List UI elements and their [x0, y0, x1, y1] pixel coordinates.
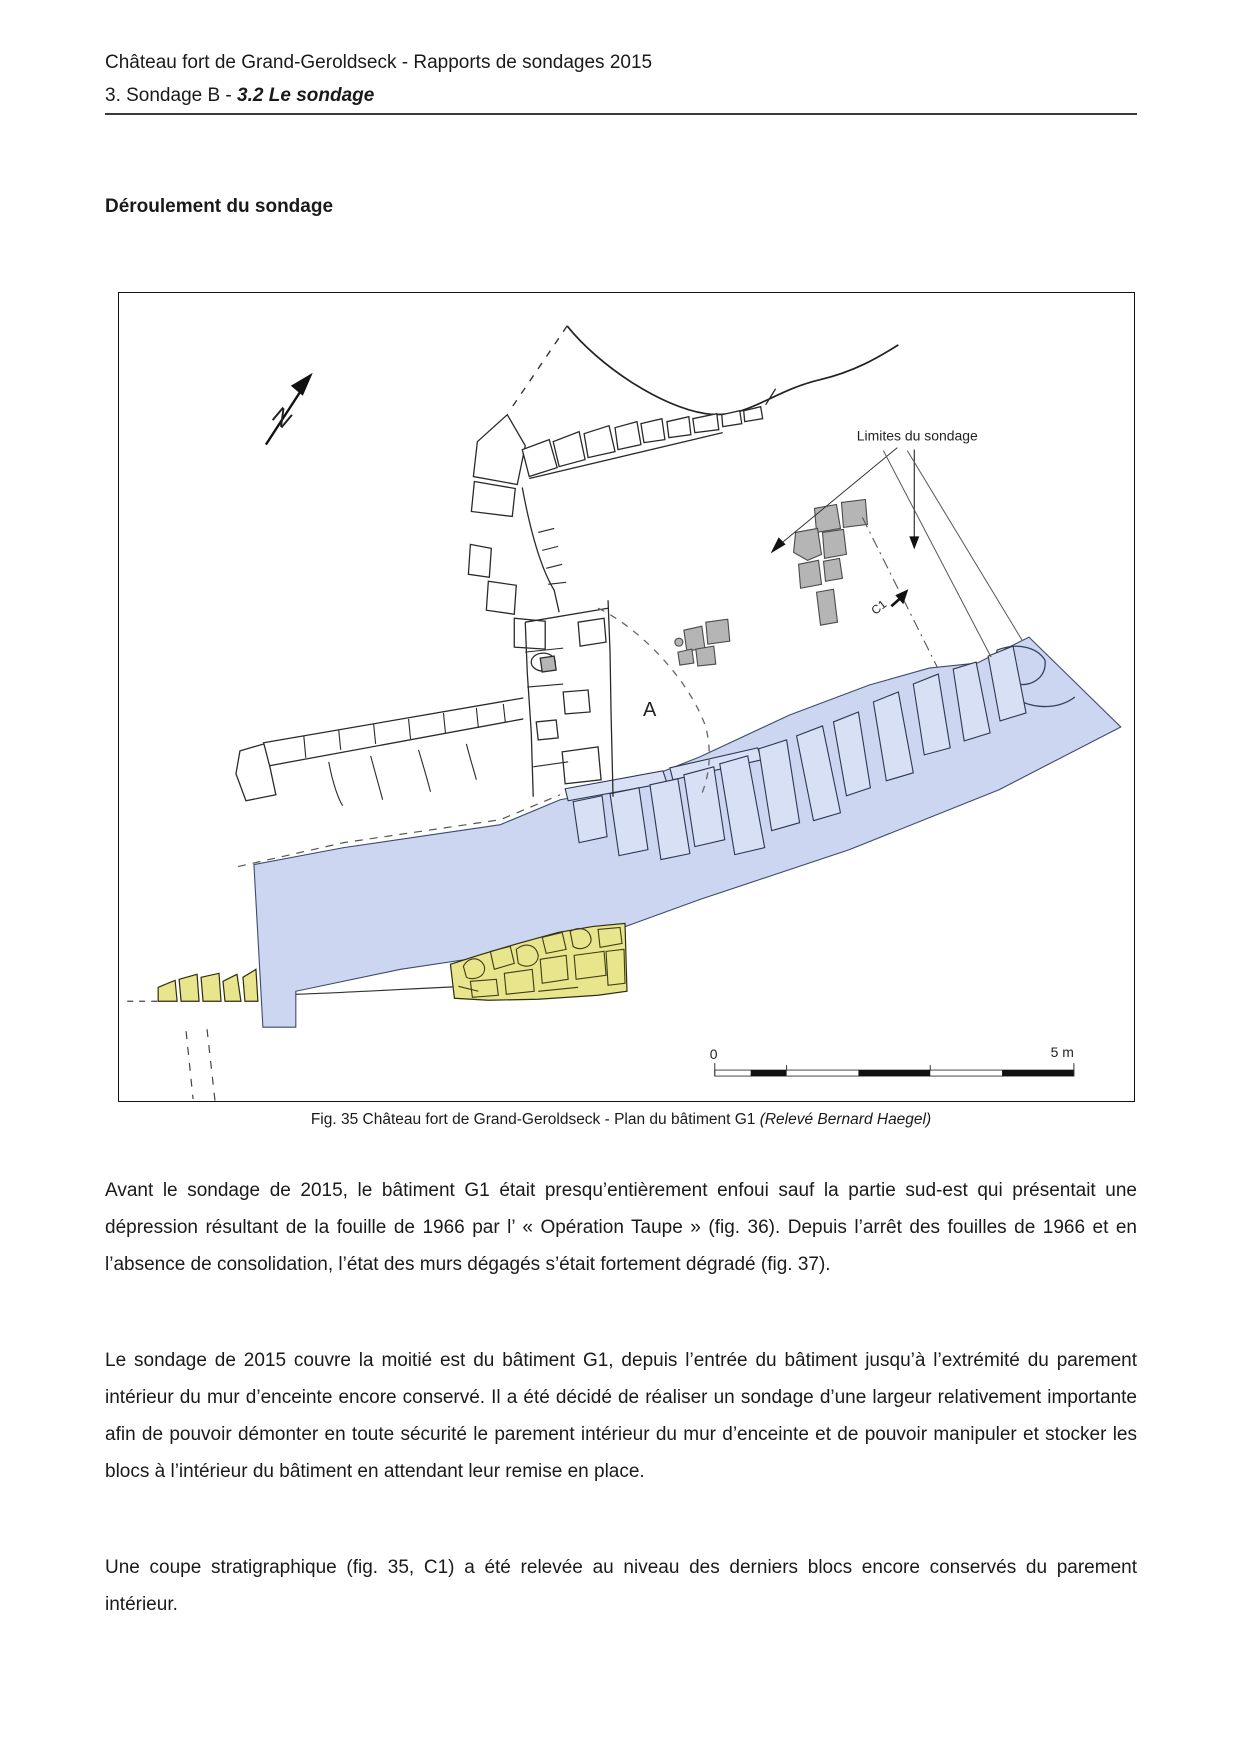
dashed-vertical-1	[186, 1031, 193, 1099]
figure-plan-g1	[118, 292, 1135, 1102]
left-wall	[236, 698, 523, 806]
limites-leader-down-arrowhead	[909, 536, 919, 549]
terrain-dashed	[508, 326, 567, 413]
header-line1: Château fort de Grand-Geroldseck - Rapports de sondages 2015	[105, 52, 653, 73]
scale-bar	[710, 1044, 1074, 1076]
terrain-contour	[508, 326, 898, 415]
terrain-curve	[567, 326, 898, 415]
c1-label: C1	[868, 596, 890, 618]
c1-dash-dot-line	[862, 517, 937, 667]
c1-arrow-tail	[891, 598, 900, 606]
header-line2	[105, 79, 1137, 112]
limites-leader-left-arrowhead	[771, 537, 786, 553]
dashed-vertical-2	[207, 1029, 215, 1101]
north-label: N	[266, 402, 298, 435]
upper-wall-masonry	[468, 389, 775, 649]
room-a-label: A	[642, 698, 657, 721]
header-rule	[105, 113, 1137, 115]
section-line-c1	[862, 517, 937, 667]
section-heading: Déroulement du sondage	[105, 196, 334, 217]
plan-drawing	[119, 293, 1134, 1101]
page-header	[105, 46, 1137, 112]
scale-zero-label: 0	[709, 1046, 718, 1063]
figure-caption	[105, 1111, 1137, 1129]
paragraph-1: Avant le sondage de 2015, le bâtiment G1 était presqu’entièrement enfoui sauf la partie sud-est qui présentait une dépression résultant de la fouille de 1966 par l’ « Opération Taupe » (fig. 36). Depuis l’arrêt des fouilles de 1966 et en l’absence de consolidation, l’état des murs dégagés s’était fortement dégradé (fig. 37).	[105, 1180, 1137, 1275]
paragraph-3: Une coupe stratigraphique (fig. 35, C1) a été relevée au niveau des derniers blocs encore conservés du parement intérieur.	[105, 1557, 1137, 1615]
rubble-band-shape	[254, 637, 1121, 1027]
header-line2-prefix: 3. Sondage B -	[105, 85, 238, 106]
limit-line-1	[883, 451, 991, 657]
limites-label: Limites du sondage	[856, 427, 978, 444]
grey-stones-center	[675, 619, 730, 666]
grey-stones-upper	[794, 499, 868, 625]
north-arrow-head	[291, 373, 313, 396]
scale-five-label: 5 m	[1050, 1044, 1074, 1061]
header-line2-emphasis: 3.2 Le sondage	[237, 85, 375, 106]
north-arrow	[266, 373, 313, 445]
paragraph-2: Le sondage de 2015 couvre la moitié est du bâtiment G1, depuis l’entrée du bâtiment jusqu’à l’extrémité du parement intérieur du mur d’enceinte encore conservé. Il a été décidé de réaliser un sondage d’une largeur relativement importante afin de pouvoir démonter en toute sécurité le parement intérieur du mur d’enceinte et de pouvoir manipuler et stocker les blocs à l’intérieur du bâtiment en attendant leur remise en place.	[105, 1350, 1137, 1482]
caption-source: (Relevé Bernard Haegel)	[759, 1111, 932, 1128]
caption-main: Fig. 35 Château fort de Grand-Geroldseck - Plan du bâtiment G1	[310, 1111, 760, 1128]
limit-line-2	[907, 451, 1022, 641]
